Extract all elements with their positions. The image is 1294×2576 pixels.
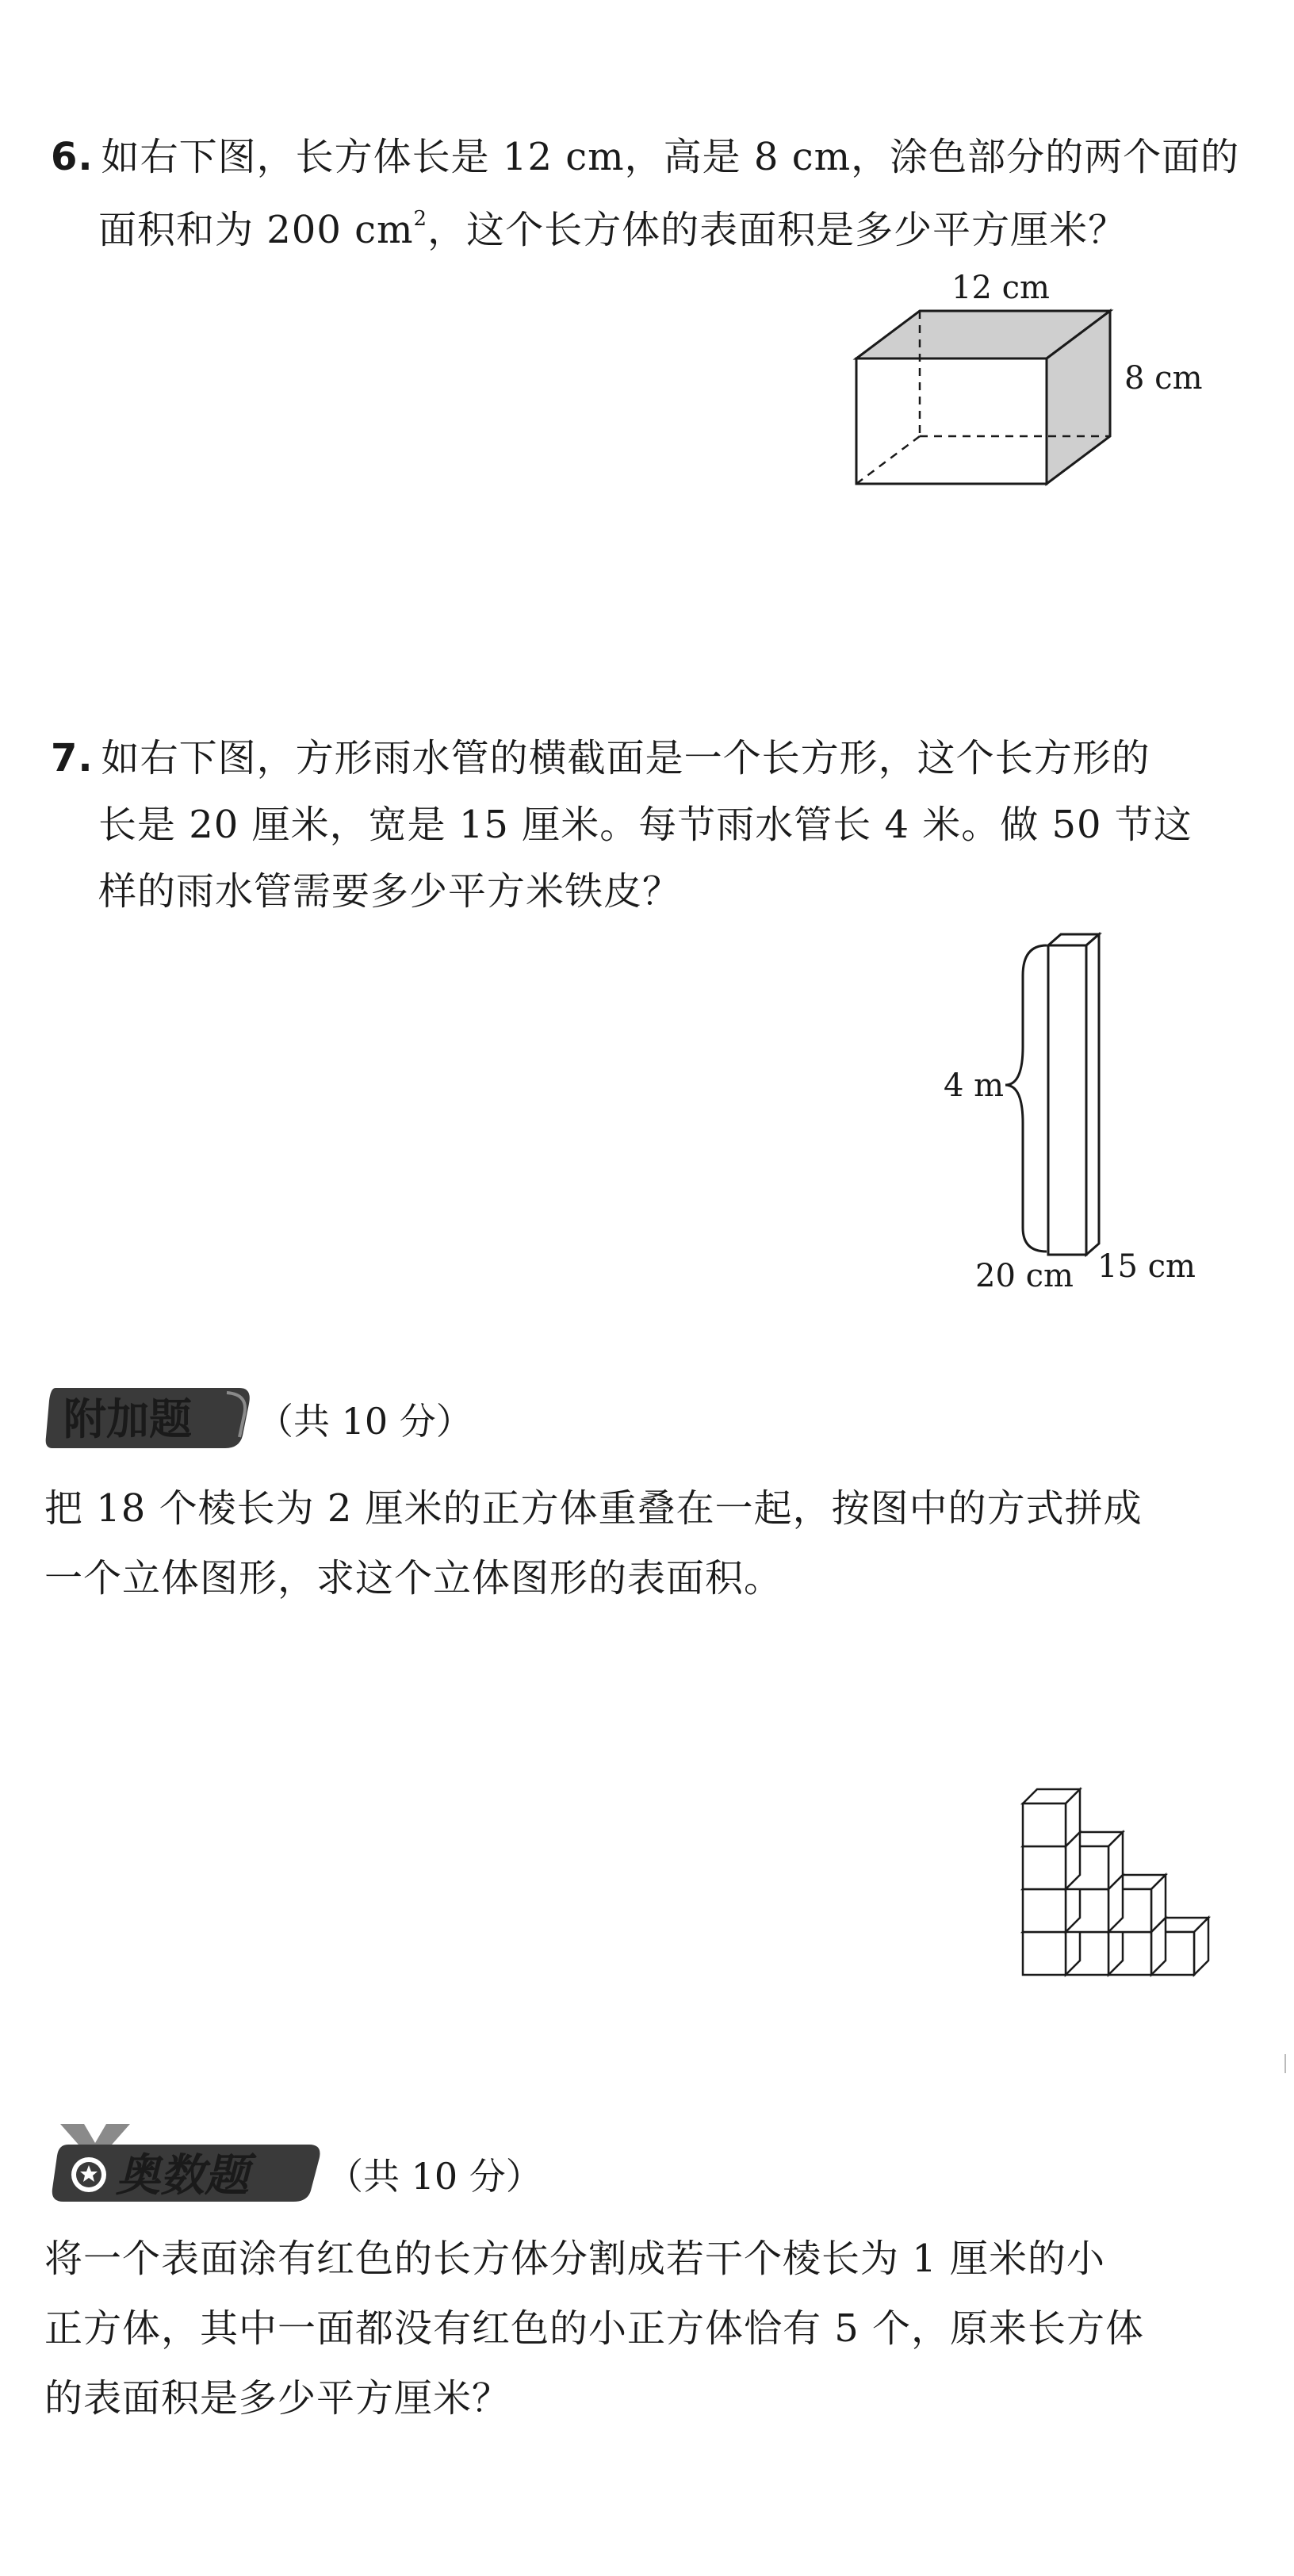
q6-text-2-superscript: 2: [413, 207, 428, 231]
q6-line-2: [98, 206, 1127, 254]
q7-line-1: [51, 734, 1150, 782]
bonus-text-1: 把 18 个棱长为 2 厘米的正方体重叠在一起，按图中的方式拼成: [44, 1486, 1143, 1531]
q7-length-brace: [1005, 945, 1047, 1252]
q6-cuboid-figure: [825, 270, 1237, 508]
q7-pipe-front-face: [1048, 945, 1086, 1255]
bonus-banner: [44, 1380, 258, 1451]
olympiad-line-1: [44, 2235, 1105, 2283]
q7-pipe-side-face: [1086, 934, 1099, 1255]
q7-depth-label: 15 cm: [1097, 1248, 1196, 1285]
bonus-text-2: 一个立体图形，求这个立体图形的表面积。: [44, 1556, 783, 1600]
q7-line-2: [98, 801, 1193, 849]
cube-front-face: [1023, 1846, 1066, 1889]
q7-pipe-figure: [944, 928, 1237, 1293]
q6-number: 6.: [51, 135, 94, 179]
page-edge-mark: [1284, 2054, 1286, 2073]
bonus-cube-group: [1023, 1789, 1208, 1975]
bonus-banner-text: 附加题: [63, 1393, 192, 1444]
q6-text-1: 如右下图，长方体长是 12 cm，高是 8 cm，涂色部分的两个面的: [101, 135, 1240, 179]
olympiad-banner-text: 奥数题: [116, 2149, 249, 2202]
q7-number: 7.: [51, 736, 94, 780]
q6-line-1: [51, 133, 1239, 181]
q6-front-face: [856, 358, 1047, 484]
bonus-cube-stack-figure: [1015, 1745, 1221, 1983]
olympiad-text-3: 的表面积是多少平方厘米？: [44, 2376, 511, 2421]
q7-line-3: [98, 868, 681, 915]
q6-text-2b: ，这个长方体的表面积是多少平方厘米？: [427, 208, 1127, 252]
olympiad-text-1: 将一个表面涂有红色的长方体分割成若干个棱长为 1 厘米的小: [44, 2237, 1106, 2281]
bonus-line-2: [44, 1554, 783, 1602]
cube-front-face: [1023, 1932, 1066, 1975]
olympiad-score: （共 10 分）: [327, 2155, 542, 2198]
q6-length-label: 12 cm: [951, 270, 1050, 306]
olympiad-line-2: [44, 2305, 1144, 2352]
bonus-score: （共 10 分）: [257, 1400, 473, 1443]
q6-height-label: 8 cm: [1124, 360, 1203, 397]
cube-front-face: [1023, 1804, 1066, 1846]
bonus-line-1: [44, 1485, 1143, 1532]
q6-text-2a: 面积和为 200 cm: [98, 208, 414, 252]
q7-length-label: 4 m: [944, 1068, 1005, 1104]
q7-text-2: 长是 20 厘米，宽是 15 厘米。每节雨水管长 4 米。做 50 节这: [98, 803, 1193, 847]
olympiad-line-3: [44, 2375, 511, 2422]
q7-width-label: 20 cm: [975, 1258, 1074, 1293]
olympiad-banner: [44, 2119, 330, 2206]
q7-text-3: 样的雨水管需要多少平方米铁皮？: [98, 869, 682, 914]
q7-text-1: 如右下图，方形雨水管的横截面是一个长方形，这个长方形的: [101, 736, 1150, 780]
olympiad-text-2: 正方体，其中一面都没有红色的小正方体恰有 5 个，原来长方体: [44, 2306, 1145, 2351]
cube-front-face: [1023, 1889, 1066, 1932]
